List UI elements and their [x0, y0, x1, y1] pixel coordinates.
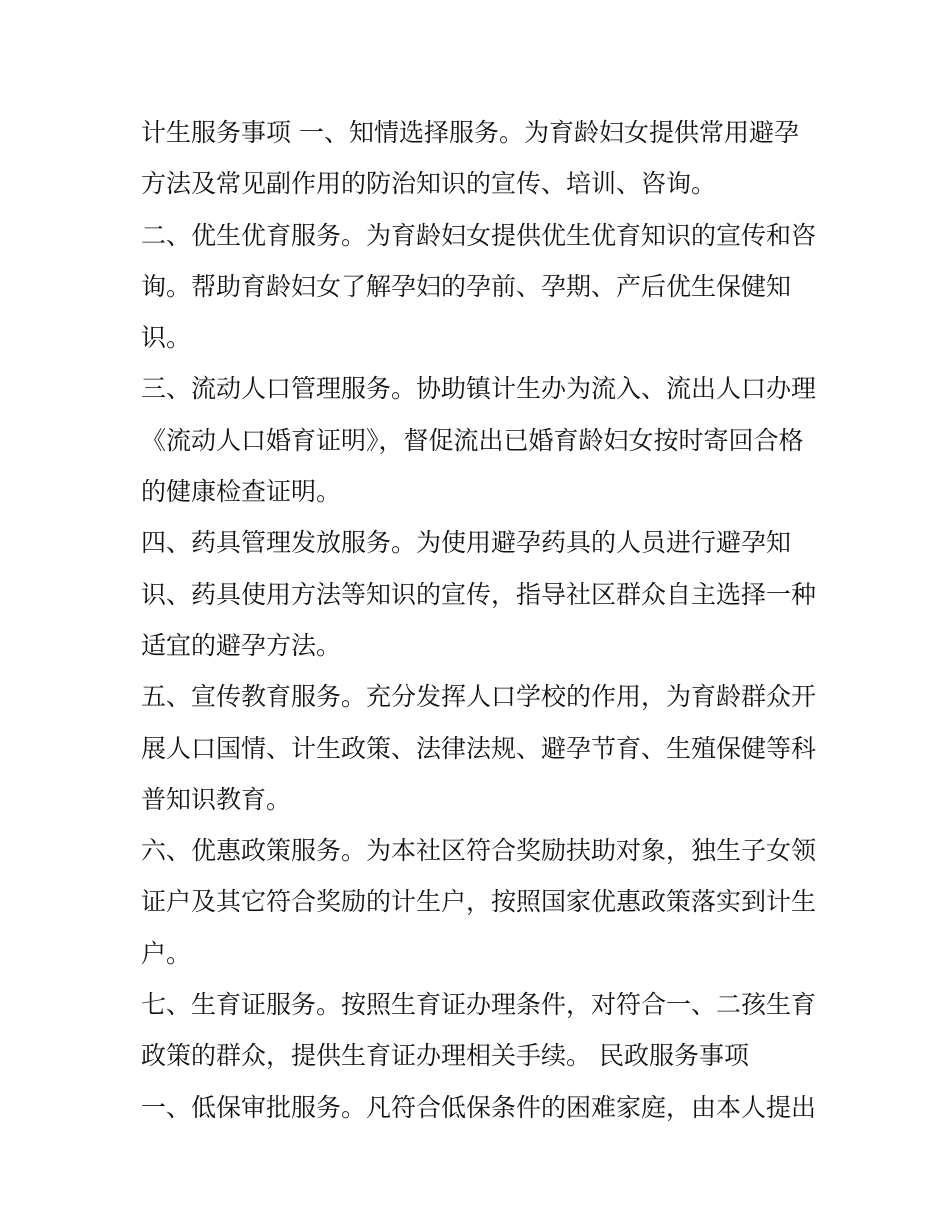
text-line: 政策的群众，提供生育证办理相关手续。 民政服务事项	[141, 1041, 749, 1071]
text-line: 五、宣传教育服务。充分发挥人口学校的作用，为育龄群众开	[141, 682, 817, 712]
text-line: 三、流动人口管理服务。协助镇计生办为流入、流出人口办理	[141, 374, 817, 404]
text-line: 六、优惠政策服务。为本社区符合奖励扶助对象，独生子女领	[141, 836, 817, 866]
text-line: 识。	[141, 323, 192, 353]
text-line: 识、药具使用方法等知识的宣传，指导社区群众自主选择一种	[141, 579, 817, 609]
text-line: 二、优生优育服务。为育龄妇女提供优生优育知识的宣传和咨	[141, 220, 817, 250]
text-line: 计生服务事项 一、知情选择服务。为育龄妇女提供常用避孕	[141, 118, 799, 147]
text-line: 证户及其它符合奖励的计生户，按照国家优惠政策落实到计生	[141, 887, 817, 917]
text-line: 七、生育证服务。按照生育证办理条件，对符合一、二孩生育	[141, 990, 817, 1020]
text-line: 的健康检查证明。	[141, 477, 342, 507]
text-line: 一、低保审批服务。凡符合低保条件的困难家庭，由本人提出	[141, 1092, 817, 1122]
text-line: 《流动人口婚育证明》，督促流出已婚育龄妇女按时寄回合格	[141, 425, 804, 455]
text-line: 询。帮助育龄妇女了解孕妇的孕前、孕期、产后优生保健知	[141, 271, 792, 301]
text-line: 普知识教育。	[141, 784, 292, 814]
text-line: 户。	[141, 938, 192, 968]
text-line: 四、药具管理发放服务。为使用避孕药具的人员进行避孕知	[141, 528, 792, 558]
text-line: 方法及常见副作用的防治知识的宣传、培训、咨询。	[141, 169, 717, 199]
document-body	[141, 107, 821, 1133]
text-line: 适宜的避孕方法。	[141, 630, 342, 660]
text-line: 展人口国情、计生政策、法律法规、避孕节育、生殖保健等科	[141, 733, 817, 763]
